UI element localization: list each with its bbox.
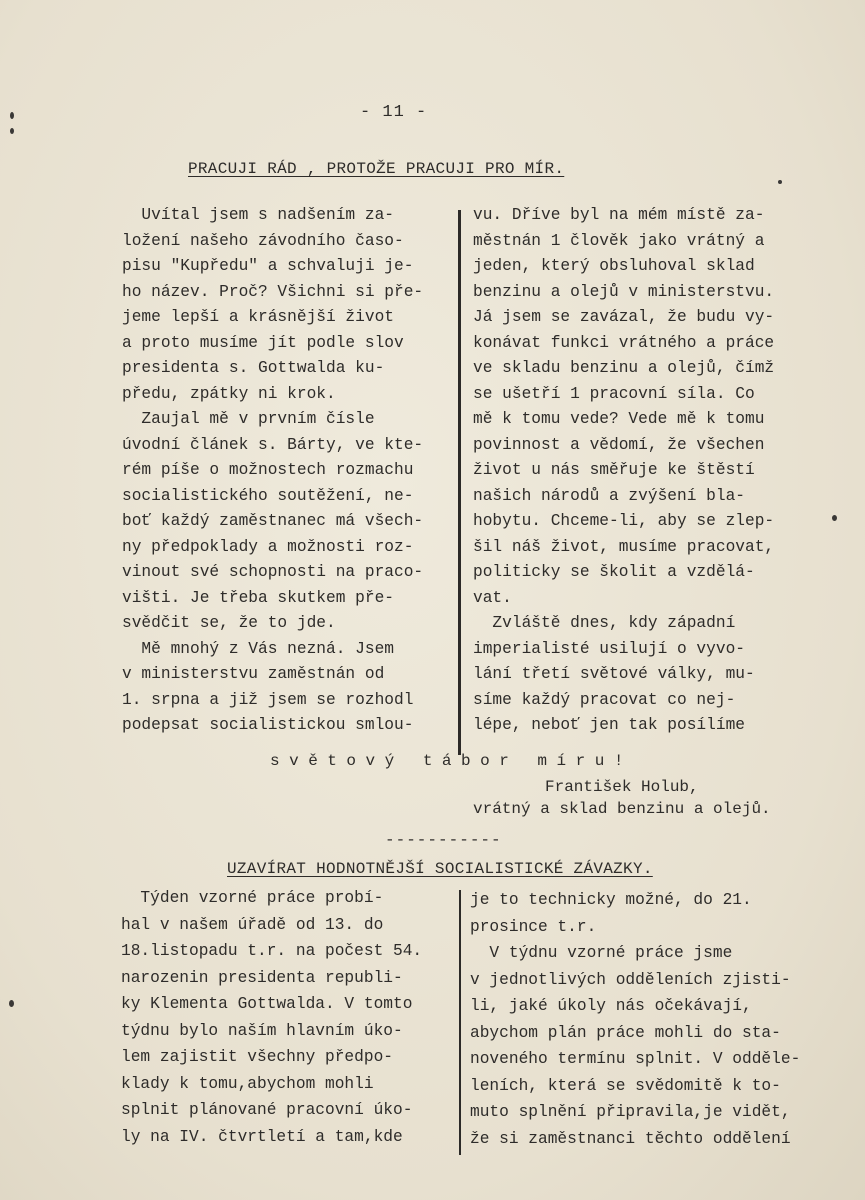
text-line: višti. Je třeba skutkem pře- <box>122 588 394 607</box>
text-line: vat. <box>473 588 512 607</box>
text-line: je to technicky možné, do 21. <box>470 891 752 909</box>
text-line: V týdnu vzorné práce jsme <box>470 944 733 962</box>
text-line: svědčit se, že to jde. <box>122 614 336 632</box>
text-line: politicky se školit a vzdělá- <box>473 563 755 581</box>
text-line: splnit plánované pracovní úko- <box>121 1101 413 1119</box>
punch-mark <box>10 112 14 119</box>
text-line: ky Klementa Gottwalda. V tomto <box>121 995 413 1013</box>
text-line: hobytu. Chceme-li, aby se zlep- <box>473 512 775 530</box>
text-line: prosince t.r. <box>470 917 597 936</box>
punch-mark <box>10 128 14 134</box>
column-rule <box>458 210 461 755</box>
text-line: život u nás směřuje ke štěstí <box>473 461 755 479</box>
text-line: týdnu bylo naším hlavním úko- <box>121 1021 403 1040</box>
text-line: jeden, který obsluhoval sklad <box>473 257 755 275</box>
text-line: podepsat socialistickou smlou- <box>122 716 414 734</box>
text-line: předu, zpátky ni krok. <box>122 384 336 403</box>
text-line: abychom plán práce mohli do sta- <box>470 1023 781 1042</box>
signature-role: vrátný a sklad benzinu a olejů. <box>473 800 771 818</box>
text-line: že si zaměstnanci těchto oddělení <box>470 1129 791 1148</box>
text-line: presidenta s. Gottwalda ku- <box>122 359 385 377</box>
text-line: lání třetí světové války, mu- <box>473 665 755 683</box>
ink-dot <box>778 180 782 184</box>
text-line: ho název. Proč? Všichni si pře- <box>122 282 424 301</box>
article-1-closing-line: světový tábor míru! <box>270 752 633 770</box>
text-line: Mě mnohý z Vás nezná. Jsem <box>122 639 394 658</box>
text-line: povinnost a vědomí, že všechen <box>473 435 765 454</box>
article-2-title: UZAVÍRAT HODNOTNĚJŠÍ SOCIALISTICKÉ ZÁVAZKY. <box>227 860 653 878</box>
text-line: Zaujal mě v prvním čísle <box>122 410 375 428</box>
text-line: Zvláště dnes, kdy západní <box>473 614 736 632</box>
text-line: vinout své schopnosti na praco- <box>122 563 424 581</box>
column-rule <box>459 890 461 1155</box>
text-line: a proto musíme jít podle slov <box>122 333 404 352</box>
text-line: v ministerstvu zaměstnán od <box>122 665 385 683</box>
article-1-left-column <box>122 203 423 739</box>
signature-name: František Holub, <box>545 778 699 796</box>
punch-mark <box>9 1000 14 1007</box>
article-2-left-column <box>121 885 422 1150</box>
text-line: imperialisté usilují o vyvo- <box>473 639 745 658</box>
text-line: v jednotlivých odděleních zjisti- <box>470 970 791 989</box>
text-line: úvodní článek s. Bárty, ve kte- <box>122 435 424 454</box>
text-line: ly na IV. čtvrtletí a tam,kde <box>121 1127 403 1146</box>
article-1-right-column <box>473 203 774 739</box>
text-line: hal v našem úřadě od 13. do <box>121 915 384 934</box>
text-line: lépe, neboť jen tak posílíme <box>473 716 745 734</box>
text-line: boť každý zaměstnanec má všech- <box>122 512 424 530</box>
ink-dot <box>832 515 837 521</box>
text-line: Já jsem se zavázal, že budu vy- <box>473 308 775 326</box>
text-line: šil náš život, musíme pracovat, <box>473 537 775 556</box>
page-number: - 11 - <box>360 103 428 122</box>
text-line: li, jaké úkoly nás očekávají, <box>470 997 752 1015</box>
text-line: noveného termínu splnit. V odděle- <box>470 1050 801 1068</box>
article-divider: ----------- <box>385 831 502 849</box>
text-line: vu. Dříve byl na mém místě za- <box>473 206 765 224</box>
text-line: 18.listopadu t.r. na počest 54. <box>121 942 423 960</box>
text-line: mě k tomu vede? Vede mě k tomu <box>473 410 765 428</box>
text-line: se ušetří 1 pracovní síla. Co <box>473 384 755 403</box>
text-line: leních, která se svědomitě k to- <box>470 1076 781 1095</box>
text-line: lem zajistit všechny předpo- <box>121 1048 393 1066</box>
text-line: pisu "Kupředu" a schvaluji je- <box>122 257 414 275</box>
article-2-right-column <box>470 887 800 1152</box>
text-line: muto splnění připravila,je vidět, <box>470 1103 791 1121</box>
text-line: ložení našeho závodního časo- <box>122 231 404 250</box>
text-line: našich národů a zvýšení bla- <box>473 486 745 505</box>
text-line: síme každý pracovat co nej- <box>473 690 736 709</box>
text-line: benzinu a olejů v ministerstvu. <box>473 282 775 301</box>
text-line: konávat funkci vrátného a práce <box>473 333 775 352</box>
text-line: Uvítal jsem s nadšením za- <box>122 206 394 224</box>
article-1-title: PRACUJI RÁD , PROTOŽE PRACUJI PRO MÍR. <box>188 160 565 178</box>
text-line: ve skladu benzinu a olejů, čímž <box>473 359 775 377</box>
text-line: Týden vzorné práce probí- <box>121 889 384 907</box>
text-line: rém píše o možnostech rozmachu <box>122 461 414 479</box>
text-line: městnán 1 člověk jako vrátný a <box>473 231 765 250</box>
text-line: jeme lepší a krásnější život <box>122 308 394 326</box>
text-line: 1. srpna a již jsem se rozhodl <box>122 690 414 709</box>
text-line: ny předpoklady a možnosti roz- <box>122 537 414 556</box>
text-line: klady k tomu,abychom mohli <box>121 1074 374 1093</box>
text-line: narozenin presidenta republi- <box>121 968 403 987</box>
text-line: socialistického soutěžení, ne- <box>122 486 414 505</box>
